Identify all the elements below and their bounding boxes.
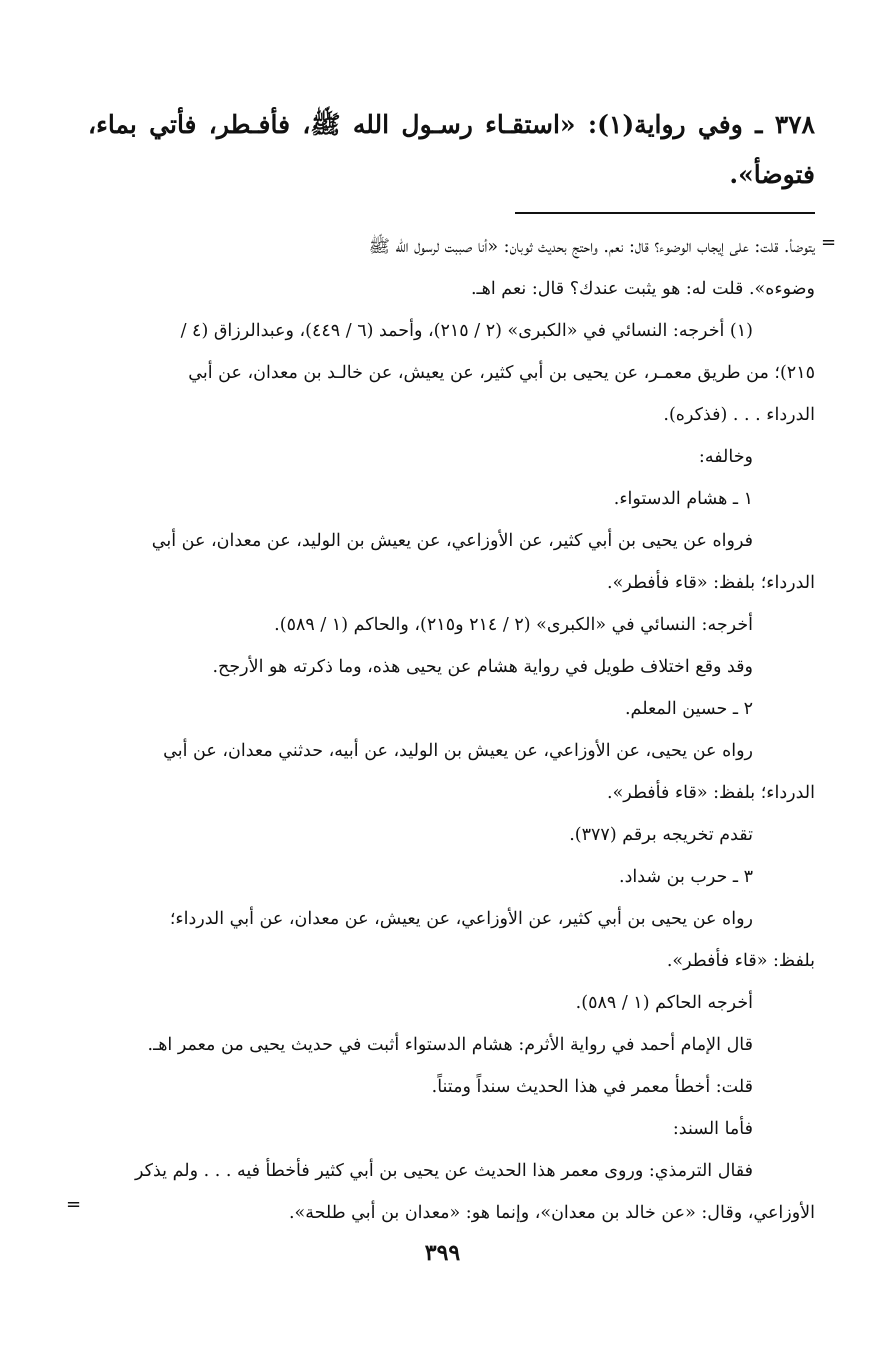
note-line: قال الإمام أحمد في رواية الأثرم: هشام الدستواء أثبت في حديث يحيى من معمر اهـ. <box>147 1035 753 1055</box>
note-line: وخالفه: <box>698 447 753 467</box>
note-line: تقدم تخريجه برقم (٣٧٧). <box>569 825 753 845</box>
note-line: فأما السند: <box>672 1119 753 1139</box>
page-number: ٣٩٩ <box>424 1240 461 1266</box>
note-line: وقد وقع اختلاف طويل في رواية هشام عن يحيى هذه، وما ذكرته هو الأرجح. <box>212 657 753 677</box>
footnotes-block <box>88 226 815 1234</box>
narrator-heading-2: ٢ ـ حسين المعلم. <box>624 699 753 719</box>
continuation-mark-top: = <box>821 232 837 253</box>
footnote-separator-rule <box>515 212 815 214</box>
note-line: فقال الترمذي: وروى معمر هذا الحديث عن يحيى بن أبي كثير فأخطأ فيه . . . ولم يذكر <box>134 1161 753 1181</box>
note-line: الدرداء . . . (فذكره). <box>663 405 815 425</box>
note-line: يتوضأ. قلت: على إيجاب الوضوء؟ قال: نعم. واحتج بحديث ثوبان: «أنا صببت لرسول الله ﷺ <box>368 237 815 257</box>
note-line: أخرجه الحاكم (١ / ٥٨٩). <box>575 993 753 1013</box>
note-line: رواه عن يحيى، عن الأوزاعي، عن يعيش بن الوليد، عن أبيه، حدثني معدان، عن أبي <box>163 741 753 761</box>
footnote-1-line: (١) أخرجه: النسائي في «الكبرى» (٢ / ٢١٥)، وأحمد (٦ / ٤٤٩)، وعبدالرزاق (٤ / <box>180 321 753 341</box>
note-line: بلفظ: «قاء فأفطر». <box>666 951 815 971</box>
narrator-heading-1: ١ ـ هشام الدستواء. <box>613 489 753 509</box>
hadith-378-text: ٣٧٨ ـ وفي رواية(١): «استقـاء رسـول الله ﷺ، فأفـطر، فأتي بماء، فتوضأ». <box>88 110 815 189</box>
note-line: قلت: أخطأ معمر في هذا الحديث سنداً ومتناً. <box>431 1077 753 1097</box>
note-line: ٢١٥)؛ من طريق معمـر، عن يحيى بن أبي كثير، عن يعيش، عن خالـد بن معدان، عن أبي <box>188 363 815 383</box>
continuation-mark-bottom: = <box>66 1194 82 1215</box>
note-line: وضوءه». قلت له: هو يثبت عندك؟ قال: نعم اهـ. <box>470 279 815 299</box>
note-line: رواه عن يحيى بن أبي كثير، عن الأوزاعي، عن يعيش، عن معدان، عن أبي الدرداء؛ <box>169 909 753 929</box>
note-line: الأوزاعي، وقال: «عن خالد بن معدان»، وإنما هو: «معدان بن أبي طلحة». <box>288 1203 815 1223</box>
note-line: أخرجه: النسائي في «الكبرى» (٢ / ٢١٤ و٢١٥)، والحاكم (١ / ٥٨٩). <box>274 615 753 635</box>
note-line: الدرداء؛ بلفظ: «قاء فأفطر». <box>607 783 815 803</box>
note-line: فرواه عن يحيى بن أبي كثير، عن الأوزاعي، عن يعيش بن الوليد، عن معدان، عن أبي <box>151 531 753 551</box>
note-line: الدرداء؛ بلفظ: «قاء فأفطر». <box>607 573 815 593</box>
narrator-heading-3: ٣ ـ حرب بن شداد. <box>619 867 753 887</box>
